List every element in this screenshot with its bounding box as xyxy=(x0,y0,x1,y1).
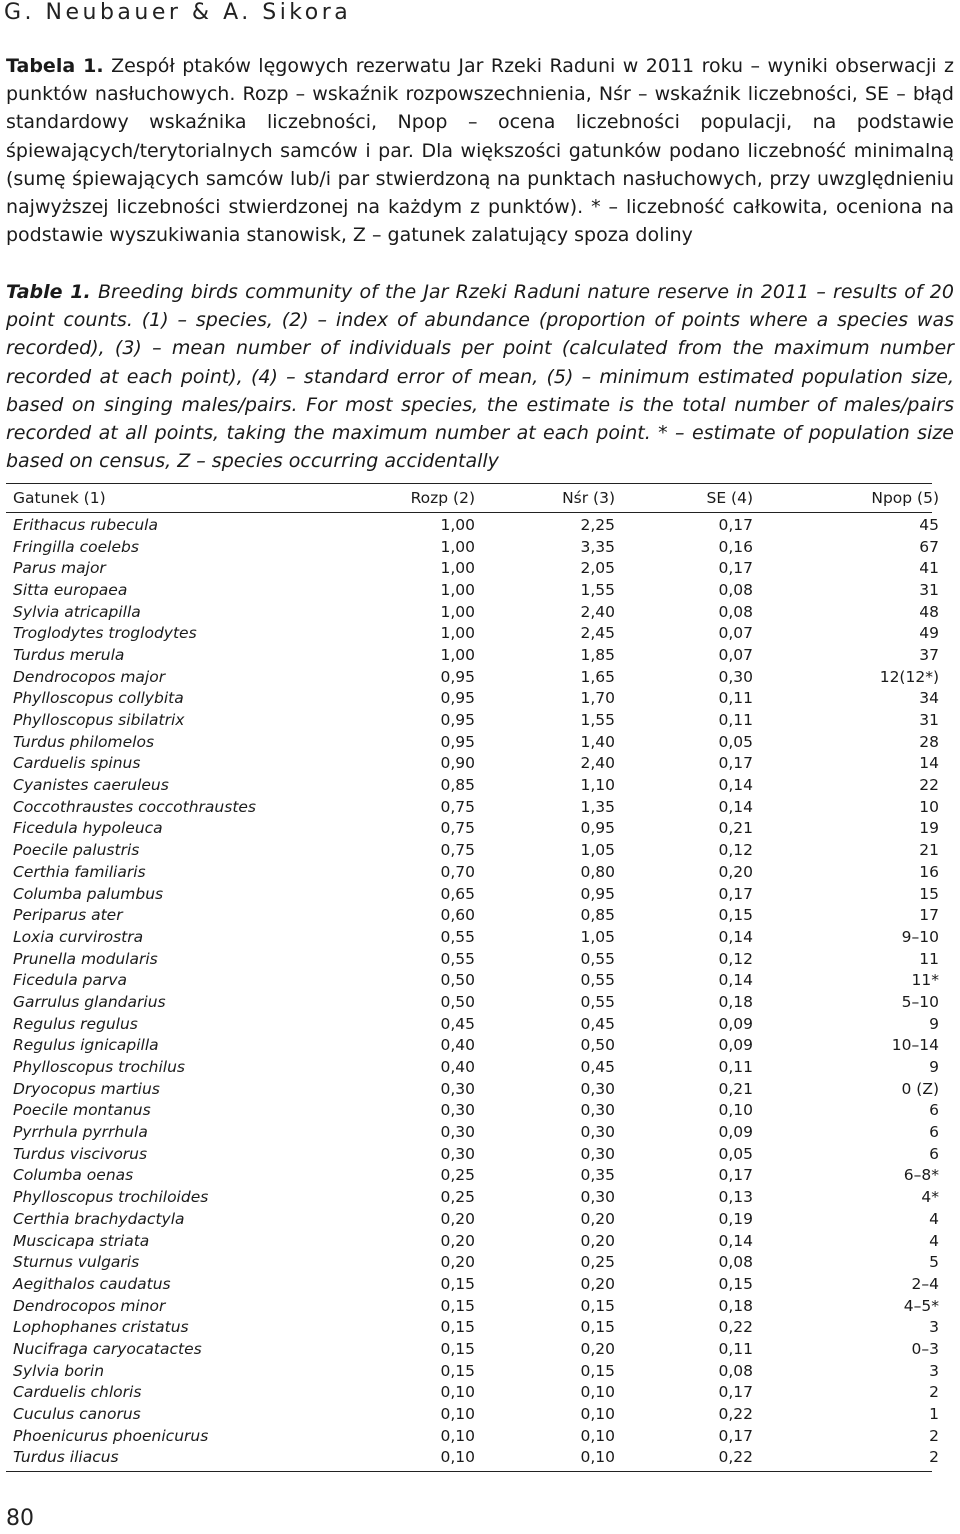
cell-species: Poecile palustris xyxy=(13,841,140,860)
cell-nsr: 0,30 xyxy=(580,1144,615,1163)
cell-rozp: 0,20 xyxy=(440,1231,475,1250)
table-row xyxy=(6,1078,946,1100)
cell-npop: 12(12*) xyxy=(879,667,939,686)
cell-npop: 9 xyxy=(929,1058,939,1077)
cell-npop: 15 xyxy=(919,884,939,903)
cell-species: Columba oenas xyxy=(13,1166,134,1185)
cell-nsr: 0,30 xyxy=(580,1079,615,1098)
cell-se: 0,07 xyxy=(718,645,753,664)
cell-rozp: 1,00 xyxy=(440,580,475,599)
cell-species: Certhia brachydactyla xyxy=(13,1209,185,1228)
cell-rozp: 0,20 xyxy=(440,1209,475,1228)
cell-species: Certhia familiaris xyxy=(13,862,146,881)
cell-nsr: 2,40 xyxy=(580,754,615,773)
cell-npop: 11 xyxy=(919,949,939,968)
cell-rozp: 1,00 xyxy=(440,602,475,621)
cell-nsr: 0,50 xyxy=(580,1036,615,1055)
cell-rozp: 0,15 xyxy=(440,1318,475,1337)
cell-nsr: 0,10 xyxy=(580,1426,615,1445)
cell-npop: 5–10 xyxy=(901,992,939,1011)
cell-rozp: 0,10 xyxy=(440,1405,475,1424)
cell-npop: 3 xyxy=(929,1318,939,1337)
cell-rozp: 0,15 xyxy=(440,1274,475,1293)
cell-npop: 16 xyxy=(919,862,939,881)
cell-species: Phylloscopus sibilatrix xyxy=(13,711,185,730)
cell-species: Sylvia atricapilla xyxy=(13,602,141,621)
table-row xyxy=(6,709,946,731)
cell-se: 0,18 xyxy=(718,992,753,1011)
cell-se: 0,17 xyxy=(718,754,753,773)
cell-npop: 1 xyxy=(929,1405,939,1424)
cell-rozp: 1,00 xyxy=(440,515,475,534)
cell-nsr: 1,70 xyxy=(580,689,615,708)
cell-nsr: 1,05 xyxy=(580,927,615,946)
cell-rozp: 0,20 xyxy=(440,1253,475,1272)
caption-text-english: Breeding birds community of the Jar Rzeki Raduni nature reserve in 2011 – results of 20 point counts. (1) – species, (2) – index of abundance (proportion of points where a species was recorded), (3) – mean number of individuals per point (calculated from the maximum number recorded at each point), (4) – standard error of mean, (5) – minimum estimated population size, based on singing males/pairs. For most species, the estimate is the total number of males/pairs recorded at all points, taking the maximum number at each point. * – estimate of population size based on census, Z – species occurring accidentally xyxy=(6,281,954,473)
cell-rozp: 0,45 xyxy=(440,1014,475,1033)
cell-npop: 19 xyxy=(919,819,939,838)
cell-se: 0,05 xyxy=(718,732,753,751)
cell-rozp: 0,70 xyxy=(440,862,475,881)
cell-species: Garrulus glandarius xyxy=(13,992,166,1011)
table-row xyxy=(6,1403,946,1425)
cell-se: 0,18 xyxy=(718,1296,753,1315)
cell-se: 0,08 xyxy=(718,1361,753,1380)
cell-npop: 2 xyxy=(929,1383,939,1402)
cell-species: Erithacus rubecula xyxy=(13,515,158,534)
cell-npop: 14 xyxy=(919,754,939,773)
cell-npop: 2 xyxy=(929,1448,939,1467)
cell-se: 0,09 xyxy=(718,1014,753,1033)
cell-rozp: 0,75 xyxy=(440,797,475,816)
cell-npop: 6–8* xyxy=(903,1166,939,1185)
cell-npop: 6 xyxy=(929,1144,939,1163)
table-row xyxy=(6,622,946,644)
cell-se: 0,10 xyxy=(718,1101,753,1120)
cell-npop: 6 xyxy=(929,1101,939,1120)
cell-nsr: 2,45 xyxy=(580,624,615,643)
cell-rozp: 0,95 xyxy=(440,732,475,751)
cell-se: 0,17 xyxy=(718,1426,753,1445)
cell-nsr: 0,45 xyxy=(580,1014,615,1033)
table-row xyxy=(6,1338,946,1360)
table-row xyxy=(6,688,946,710)
cell-species: Prunella modularis xyxy=(13,949,158,968)
cell-nsr: 2,05 xyxy=(580,559,615,578)
table-row xyxy=(6,839,946,861)
cell-rozp: 1,00 xyxy=(440,559,475,578)
cell-rozp: 0,60 xyxy=(440,906,475,925)
cell-se: 0,17 xyxy=(718,515,753,534)
cell-species: Turdus philomelos xyxy=(13,732,155,751)
cell-rozp: 0,10 xyxy=(440,1383,475,1402)
cell-species: Dendrocopos major xyxy=(13,667,166,686)
cell-nsr: 0,80 xyxy=(580,862,615,881)
cell-rozp: 0,15 xyxy=(440,1339,475,1358)
cell-se: 0,11 xyxy=(718,711,753,730)
cell-species: Phylloscopus trochilus xyxy=(13,1058,185,1077)
cell-species: Poecile montanus xyxy=(13,1101,151,1120)
cell-rozp: 0,40 xyxy=(440,1036,475,1055)
cell-nsr: 1,55 xyxy=(580,580,615,599)
cell-se: 0,07 xyxy=(718,624,753,643)
cell-nsr: 0,20 xyxy=(580,1209,615,1228)
cell-species: Dendrocopos minor xyxy=(13,1296,166,1315)
table-bottom-rule xyxy=(6,1471,932,1472)
running-head: G. Neubauer & A. Sikora xyxy=(4,0,352,25)
cell-se: 0,14 xyxy=(718,776,753,795)
cell-rozp: 0,15 xyxy=(440,1361,475,1380)
cell-nsr: 0,30 xyxy=(580,1188,615,1207)
cell-nsr: 0,45 xyxy=(580,1058,615,1077)
cell-nsr: 0,10 xyxy=(580,1383,615,1402)
table-row xyxy=(6,1316,946,1338)
table-row xyxy=(6,1143,946,1165)
cell-rozp: 0,50 xyxy=(440,992,475,1011)
table-body xyxy=(6,512,946,1468)
cell-species: Sitta europaea xyxy=(13,580,128,599)
table-row xyxy=(6,1360,946,1382)
cell-species: Sturnus vulgaris xyxy=(13,1253,140,1272)
cell-se: 0,12 xyxy=(718,841,753,860)
cell-npop: 4 xyxy=(929,1209,939,1228)
table-row xyxy=(6,512,946,536)
cell-npop: 10–14 xyxy=(891,1036,939,1055)
cell-nsr: 0,35 xyxy=(580,1166,615,1185)
cell-npop: 6 xyxy=(929,1123,939,1142)
cell-nsr: 1,40 xyxy=(580,732,615,751)
cell-nsr: 0,30 xyxy=(580,1123,615,1142)
cell-species: Phylloscopus trochiloides xyxy=(13,1188,209,1207)
cell-species: Phylloscopus collybita xyxy=(13,689,184,708)
cell-se: 0,19 xyxy=(718,1209,753,1228)
cell-rozp: 0,85 xyxy=(440,776,475,795)
table-header-row xyxy=(6,484,946,512)
cell-nsr: 0,10 xyxy=(580,1405,615,1424)
cell-se: 0,14 xyxy=(718,797,753,816)
header-rozp: Rozp (2) xyxy=(410,489,475,507)
cell-nsr: 1,35 xyxy=(580,797,615,816)
table-row xyxy=(6,1056,946,1078)
cell-rozp: 1,00 xyxy=(440,537,475,556)
cell-nsr: 0,15 xyxy=(580,1318,615,1337)
cell-nsr: 0,15 xyxy=(580,1296,615,1315)
cell-rozp: 0,30 xyxy=(440,1144,475,1163)
cell-nsr: 0,10 xyxy=(580,1448,615,1467)
cell-species: Aegithalos caudatus xyxy=(13,1274,171,1293)
cell-nsr: 1,10 xyxy=(580,776,615,795)
table-row xyxy=(6,1425,946,1447)
cell-npop: 2–4 xyxy=(911,1274,939,1293)
cell-npop: 4* xyxy=(921,1188,939,1207)
cell-npop: 34 xyxy=(919,689,939,708)
cell-se: 0,15 xyxy=(718,1274,753,1293)
cell-nsr: 0,20 xyxy=(580,1274,615,1293)
cell-nsr: 2,40 xyxy=(580,602,615,621)
cell-se: 0,17 xyxy=(718,884,753,903)
cell-nsr: 0,95 xyxy=(580,884,615,903)
cell-rozp: 0,40 xyxy=(440,1058,475,1077)
cell-species: Cyanistes caeruleus xyxy=(13,776,169,795)
table-row xyxy=(6,1230,946,1252)
cell-rozp: 0,50 xyxy=(440,971,475,990)
cell-rozp: 0,75 xyxy=(440,819,475,838)
cell-rozp: 0,55 xyxy=(440,949,475,968)
cell-se: 0,22 xyxy=(718,1405,753,1424)
cell-species: Turdus viscivorus xyxy=(13,1144,148,1163)
table-row xyxy=(6,753,946,775)
cell-nsr: 0,20 xyxy=(580,1231,615,1250)
cell-npop: 9 xyxy=(929,1014,939,1033)
cell-species: Sylvia borin xyxy=(13,1361,105,1380)
cell-species: Carduelis chloris xyxy=(13,1383,142,1402)
cell-npop: 9–10 xyxy=(901,927,939,946)
cell-npop: 37 xyxy=(919,645,939,664)
cell-species: Ficedula hypoleuca xyxy=(13,819,163,838)
table-caption-english xyxy=(6,278,954,475)
cell-species: Pyrrhula pyrrhula xyxy=(13,1123,148,1142)
cell-npop: 28 xyxy=(919,732,939,751)
cell-nsr: 0,15 xyxy=(580,1361,615,1380)
table-row xyxy=(6,1208,946,1230)
cell-rozp: 0,30 xyxy=(440,1101,475,1120)
cell-se: 0,14 xyxy=(718,927,753,946)
table-caption-polish xyxy=(6,52,954,249)
table-row xyxy=(6,1186,946,1208)
table-row xyxy=(6,991,946,1013)
cell-nsr: 0,20 xyxy=(580,1339,615,1358)
cell-species: Turdus merula xyxy=(13,645,125,664)
table-row xyxy=(6,904,946,926)
cell-se: 0,08 xyxy=(718,602,753,621)
table-row xyxy=(6,579,946,601)
cell-nsr: 1,05 xyxy=(580,841,615,860)
cell-se: 0,22 xyxy=(718,1448,753,1467)
cell-se: 0,17 xyxy=(718,559,753,578)
cell-nsr: 1,85 xyxy=(580,645,615,664)
cell-rozp: 0,25 xyxy=(440,1188,475,1207)
cell-rozp: 0,15 xyxy=(440,1296,475,1315)
cell-species: Ficedula parva xyxy=(13,971,128,990)
cell-rozp: 0,75 xyxy=(440,841,475,860)
cell-species: Coccothraustes coccothraustes xyxy=(13,797,257,816)
cell-npop: 17 xyxy=(919,906,939,925)
page-number: 80 xyxy=(6,1506,34,1531)
cell-npop: 10 xyxy=(919,797,939,816)
table-row xyxy=(6,883,946,905)
cell-npop: 41 xyxy=(919,559,939,578)
cell-npop: 4–5* xyxy=(903,1296,939,1315)
cell-se: 0,15 xyxy=(718,906,753,925)
cell-se: 0,09 xyxy=(718,1123,753,1142)
cell-nsr: 3,35 xyxy=(580,537,615,556)
cell-se: 0,30 xyxy=(718,667,753,686)
cell-nsr: 1,55 xyxy=(580,711,615,730)
cell-rozp: 0,95 xyxy=(440,689,475,708)
caption-text-polish: Zespół ptaków lęgowych rezerwatu Jar Rzeki Raduni w 2011 roku – wyniki obserwacji z punktów nasłuchowych. Rozp – wskaźnik rozpowszechnienia, Nśr – wskaźnik liczebności, SE – błąd standardowy wskaźnika liczebności, Npop – ocena liczebności populacji, na podstawie śpiewających/terytorialnych samców i par. Dla większości gatunków podano liczebność minimalną (sumę śpiewających samców lub/i par stwierdzoną na punktach nasłuchowych, przy uwzględnieniu najwyższej liczebności stwierdzonej na każdym z punktów). * – liczebność całkowita, oceniona na podstawie wyszukiwania stanowisk, Z – gatunek zalatujący spoza doliny xyxy=(6,55,954,247)
table-row xyxy=(6,1035,946,1057)
cell-rozp: 1,00 xyxy=(440,645,475,664)
cell-se: 0,16 xyxy=(718,537,753,556)
cell-npop: 4 xyxy=(929,1231,939,1250)
cell-se: 0,17 xyxy=(718,1383,753,1402)
cell-species: Fringilla coelebs xyxy=(13,537,139,556)
header-nsr: Nśr (3) xyxy=(562,489,615,507)
cell-npop: 31 xyxy=(919,580,939,599)
cell-npop: 45 xyxy=(919,515,939,534)
cell-nsr: 0,55 xyxy=(580,971,615,990)
cell-rozp: 0,25 xyxy=(440,1166,475,1185)
table-row xyxy=(6,926,946,948)
cell-se: 0,08 xyxy=(718,1253,753,1272)
cell-npop: 11* xyxy=(911,971,939,990)
table-row xyxy=(6,644,946,666)
table-row xyxy=(6,774,946,796)
cell-species: Phoenicurus phoenicurus xyxy=(13,1426,209,1445)
caption-label-polish: Tabela 1. xyxy=(6,55,104,77)
bird-community-table xyxy=(6,484,946,1468)
cell-rozp: 0,30 xyxy=(440,1123,475,1142)
header-species: Gatunek (1) xyxy=(13,489,106,507)
cell-se: 0,21 xyxy=(718,1079,753,1098)
table-row xyxy=(6,818,946,840)
table-row xyxy=(6,1013,946,1035)
cell-se: 0,12 xyxy=(718,949,753,968)
table-row xyxy=(6,948,946,970)
header-npop: Npop (5) xyxy=(871,489,939,507)
cell-se: 0,20 xyxy=(718,862,753,881)
cell-se: 0,17 xyxy=(718,1166,753,1185)
cell-nsr: 0,55 xyxy=(580,992,615,1011)
cell-species: Parus major xyxy=(13,559,106,578)
table-row xyxy=(6,666,946,688)
cell-se: 0,13 xyxy=(718,1188,753,1207)
cell-species: Regulus regulus xyxy=(13,1014,138,1033)
cell-species: Periparus ater xyxy=(13,906,123,925)
cell-npop: 31 xyxy=(919,711,939,730)
cell-rozp: 0,55 xyxy=(440,927,475,946)
cell-se: 0,05 xyxy=(718,1144,753,1163)
table-row xyxy=(6,1295,946,1317)
cell-nsr: 0,95 xyxy=(580,819,615,838)
cell-npop: 2 xyxy=(929,1426,939,1445)
table-row xyxy=(6,1100,946,1122)
cell-species: Columba palumbus xyxy=(13,884,164,903)
cell-species: Regulus ignicapilla xyxy=(13,1036,159,1055)
cell-nsr: 1,65 xyxy=(580,667,615,686)
cell-rozp: 1,00 xyxy=(440,624,475,643)
cell-rozp: 0,10 xyxy=(440,1426,475,1445)
cell-species: Cuculus canorus xyxy=(13,1405,141,1424)
cell-species: Carduelis spinus xyxy=(13,754,141,773)
table-row xyxy=(6,601,946,623)
table-row xyxy=(6,536,946,558)
cell-species: Troglodytes troglodytes xyxy=(13,624,197,643)
cell-species: Loxia curvirostra xyxy=(13,927,144,946)
table-row xyxy=(6,796,946,818)
table-row xyxy=(6,731,946,753)
cell-npop: 21 xyxy=(919,841,939,860)
cell-npop: 5 xyxy=(929,1253,939,1272)
cell-rozp: 0,30 xyxy=(440,1079,475,1098)
cell-se: 0,08 xyxy=(718,580,753,599)
cell-rozp: 0,65 xyxy=(440,884,475,903)
cell-se: 0,14 xyxy=(718,971,753,990)
cell-npop: 48 xyxy=(919,602,939,621)
table-row xyxy=(6,861,946,883)
cell-npop: 67 xyxy=(919,537,939,556)
cell-nsr: 0,55 xyxy=(580,949,615,968)
cell-species: Dryocopus martius xyxy=(13,1079,160,1098)
cell-se: 0,21 xyxy=(718,819,753,838)
cell-nsr: 0,30 xyxy=(580,1101,615,1120)
header-se: SE (4) xyxy=(706,489,753,507)
cell-nsr: 2,25 xyxy=(580,515,615,534)
cell-se: 0,22 xyxy=(718,1318,753,1337)
table-row xyxy=(6,969,946,991)
cell-se: 0,11 xyxy=(718,689,753,708)
table-row xyxy=(6,1121,946,1143)
cell-species: Turdus iliacus xyxy=(13,1448,119,1467)
table-row xyxy=(6,1165,946,1187)
cell-species: Nucifraga caryocatactes xyxy=(13,1339,202,1358)
cell-species: Lophophanes cristatus xyxy=(13,1318,189,1337)
caption-label-english: Table 1. xyxy=(6,281,91,303)
cell-rozp: 0,10 xyxy=(440,1448,475,1467)
table-row xyxy=(6,1251,946,1273)
cell-nsr: 0,85 xyxy=(580,906,615,925)
cell-npop: 49 xyxy=(919,624,939,643)
cell-rozp: 0,95 xyxy=(440,711,475,730)
cell-npop: 3 xyxy=(929,1361,939,1380)
cell-rozp: 0,95 xyxy=(440,667,475,686)
table-row xyxy=(6,1447,946,1469)
cell-se: 0,11 xyxy=(718,1339,753,1358)
table-row xyxy=(6,1273,946,1295)
cell-npop: 22 xyxy=(919,776,939,795)
table-row xyxy=(6,1382,946,1404)
cell-npop: 0–3 xyxy=(911,1339,939,1358)
cell-se: 0,14 xyxy=(718,1231,753,1250)
table-row xyxy=(6,557,946,579)
cell-se: 0,11 xyxy=(718,1058,753,1077)
cell-npop: 0 (Z) xyxy=(901,1079,939,1098)
cell-se: 0,09 xyxy=(718,1036,753,1055)
cell-rozp: 0,90 xyxy=(440,754,475,773)
cell-species: Muscicapa striata xyxy=(13,1231,150,1250)
cell-nsr: 0,25 xyxy=(580,1253,615,1272)
